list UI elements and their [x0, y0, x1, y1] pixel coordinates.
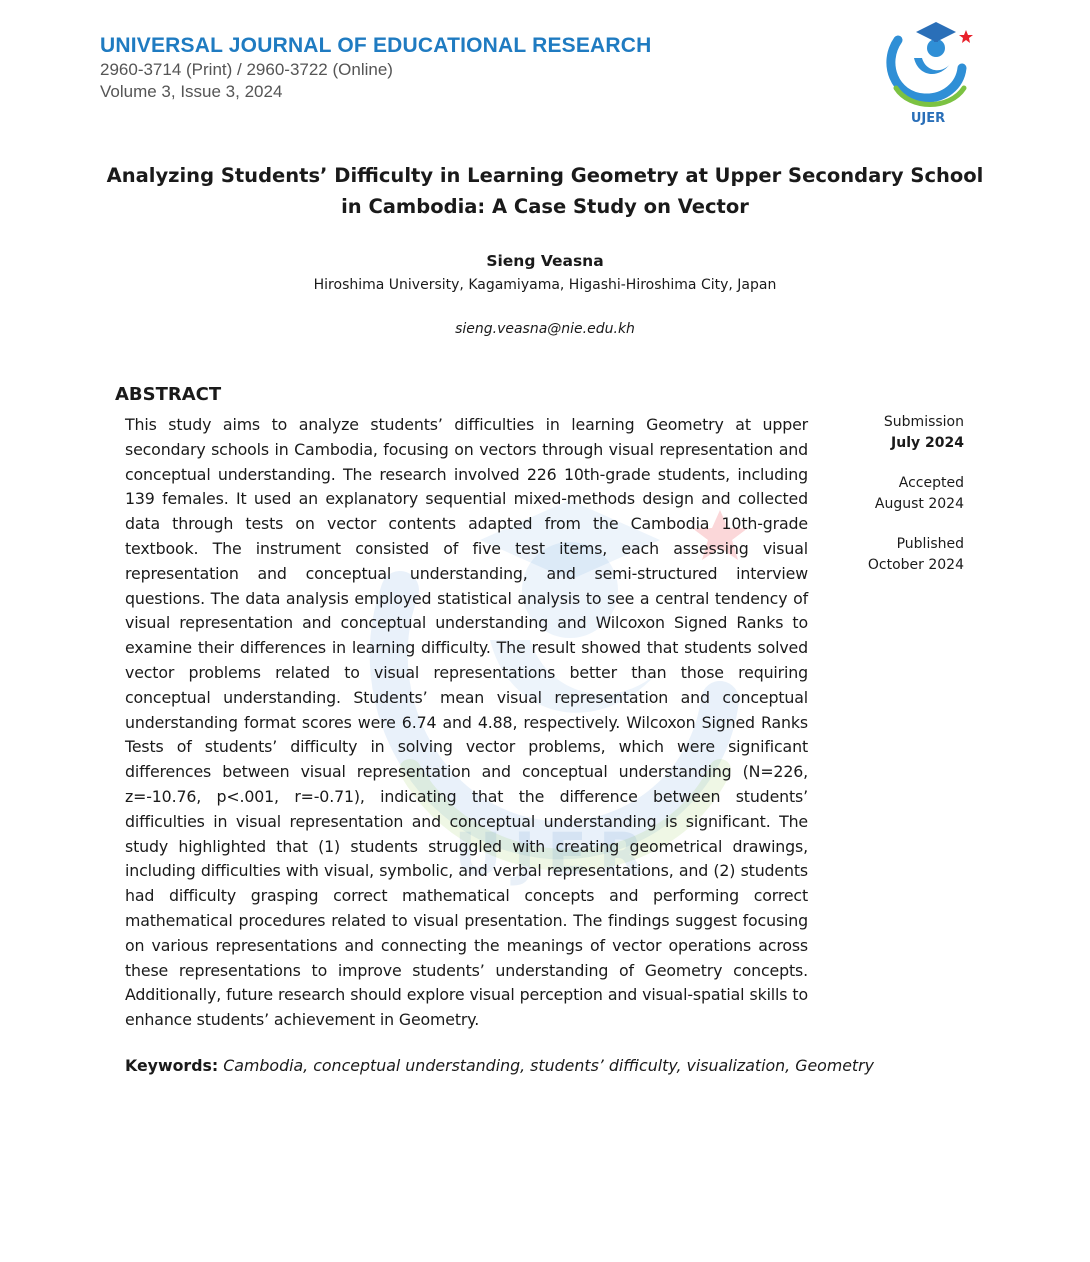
journal-logo: [880, 18, 980, 126]
author-affiliation: Hiroshima University, Kagamiyama, Higashi-Hiroshima City, Japan: [313, 277, 777, 293]
issn: 2960-3714 (Print) / 2960-3722 (Online): [100, 60, 393, 79]
submission-date: [840, 412, 964, 453]
accepted-label: Accepted: [898, 475, 964, 491]
article-dates: [840, 412, 964, 595]
keywords-list: Cambodia, conceptual understanding, students’ difficulty, visualization, Geometry: [223, 1056, 874, 1075]
watermark-text: UJER: [454, 820, 656, 888]
author-email[interactable]: sieng.veasna@nie.edu.kh: [455, 321, 635, 337]
accepted-value: August 2024: [874, 495, 964, 512]
logo-text: UJER: [910, 111, 946, 126]
keywords-label: Keywords:: [125, 1056, 219, 1075]
abstract-text: This study aims to analyze students’ difficulties in learning Geometry at upper secondary schools in Cambodia, focusing on vectors through visual representation and conceptual understanding. The research involved 226 10th-grade students, including 139 females. It used an explanatory sequential mixed-methods design and collected data through tests on vector contents adapted from the Cambodia 10th-grade textbook. The instrument consisted of five test items, each assessing visual representation and conceptual understanding, and semi-structured interview questions. The data analysis employed statistical analysis to see a central tendency of visual representation and conceptual understanding and Wilcoxon Signed Ranks to examine their differences in learning difficulty. The result showed that students solved vector problems related to visual representations better than those requiring conceptual understanding. Students’ mean visual representation and conceptual understanding format scores were 6.74 and 4.88, respectively. Wilcoxon Signed Ranks Tests of students’ difficulty in solving vector problems, which were significant differences between visual representation and conceptual understanding (N=226, z=-10.76, p<.001, r=-0.71), indicating that the difference between students’ difficulties in visual representation and conceptual understanding is significant. The study highlighted that (1) students struggled with creating geometrical drawings, including difficulties with visual, symbolic, and verbal representations, and (2) students had difficulty grasping correct mathematical concepts and performing correct mathematical procedures related to visual presentation. The findings suggest focusing on various representations and connecting the meanings of vector operations across these representations to improve students’ understanding of Geometry concepts. Additionally, future research should explore visual perception and visual-spatial skills to enhance students’ achievement in Geometry.: [125, 415, 808, 1030]
published-value: October 2024: [867, 556, 964, 573]
volume-issue: Volume 3, Issue 3, 2024: [100, 82, 283, 101]
accepted-date: [840, 473, 964, 514]
published-date: [840, 534, 964, 575]
submission-label: Submission: [883, 414, 964, 430]
keywords: [125, 1056, 975, 1075]
ujer-logo-icon: [880, 18, 980, 126]
article-title: Analyzing Students’ Difficulty in Learning Geometry at Upper Secondary School in Cambodia: A Case Study on Vector: [106, 164, 984, 218]
author-name: Sieng Veasna: [486, 252, 604, 270]
published-label: Published: [896, 536, 964, 552]
abstract-heading: ABSTRACT: [115, 384, 222, 405]
journal-name: UNIVERSAL JOURNAL OF EDUCATIONAL RESEARCH: [100, 34, 652, 57]
submission-value: July 2024: [891, 434, 964, 451]
